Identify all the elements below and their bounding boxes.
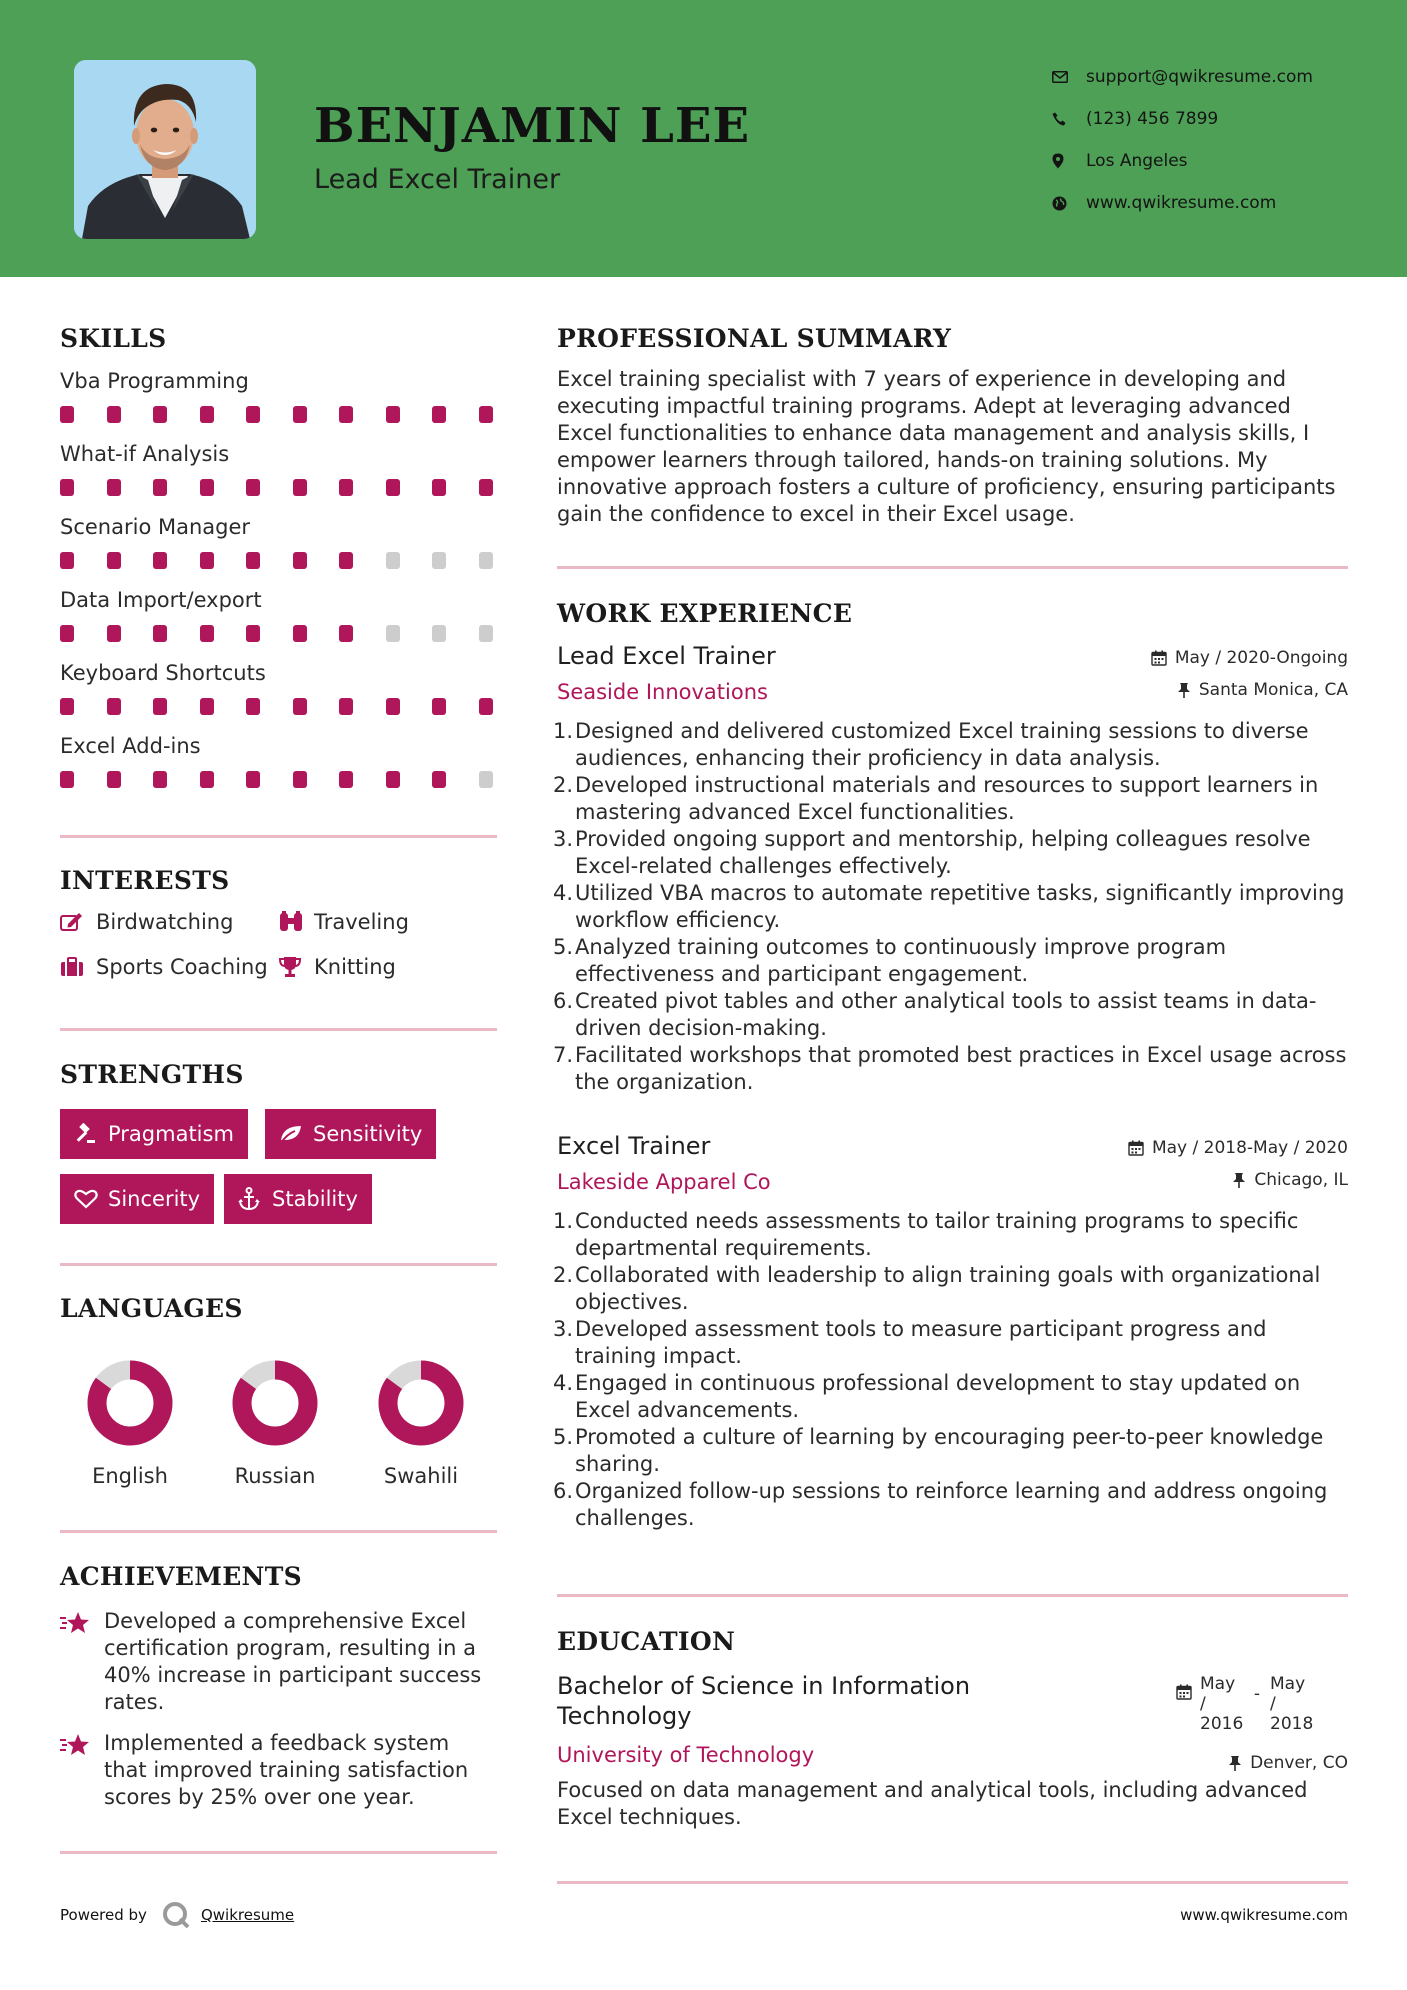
strength-label: Sensitivity [313,1122,423,1146]
person-portrait-illustration [74,60,256,239]
contact-email[interactable] [1048,56,1368,98]
skill-dot-filled [432,406,446,423]
language-name: Russian [234,1464,316,1488]
pushpin-icon [1228,1755,1242,1771]
section-divider [60,1851,497,1854]
skill-dot-empty [479,552,493,569]
skill-dot-filled [246,479,260,496]
contact-website[interactable] [1048,182,1368,224]
edit-icon [60,912,96,932]
contact-location-text: Los Angeles [1086,151,1188,171]
skill-dot-filled [107,698,121,715]
skill-dot-filled [246,406,260,423]
job-location [1232,1170,1348,1190]
skill-dot-filled [293,771,307,788]
candidate-role: Lead Excel Trainer [314,164,561,195]
job-location-text: Chicago, IL [1254,1170,1348,1190]
strength-chip [265,1109,436,1159]
skill-dot-filled [293,479,307,496]
job-bullet: 2. Developed instructional materials and resources to support learners in mastering advanced Excel functionalities. [553,773,1319,824]
envelope-icon [1048,71,1086,83]
job-bullet: 5. Promoted a culture of learning by encouraging peer-to-peer knowledge sharing. [553,1425,1324,1476]
job-company: Lakeside Apparel Co [557,1170,771,1194]
skill-dot-filled [60,479,74,496]
interest-label: Sports Coaching [96,955,268,979]
education-entry [557,1671,1348,1831]
skill-name: Data Import/export [60,588,262,612]
job-entry [553,1132,1348,1532]
trophy-icon [278,956,314,978]
job-dates-text: May / 2020-Ongoing [1174,648,1348,668]
strengths-heading: STRENGTHS [60,1060,244,1089]
language-item [60,1358,200,1488]
heart-icon [74,1189,108,1209]
job-company: Seaside Innovations [557,680,768,704]
job-bullet: 4. Engaged in continuous professional development to stay updated on Excel advancements. [553,1371,1301,1422]
skill-dot-filled [200,406,214,423]
skill-item [60,441,497,467]
skill-item [60,587,497,613]
skill-dot-filled [386,771,400,788]
skill-name: Keyboard Shortcuts [60,661,266,685]
job-bullet: 6. Created pivot tables and other analytical tools to assist teams in data-driven decision-making. [553,989,1317,1040]
skill-dot-filled [153,625,167,642]
calendar-icon [1151,650,1167,666]
experience-heading: WORK EXPERIENCE [557,599,853,628]
job-dates [1151,648,1348,668]
skill-dot-filled [339,552,353,569]
language-name: Swahili [383,1464,459,1488]
job-bullet: 1. Conducted needs assessments to tailor training programs to specific departmental requirements. [553,1209,1299,1260]
skill-dot-filled [107,406,121,423]
skill-dot-filled [479,479,493,496]
interest-item [60,910,233,934]
skill-dot-filled [386,406,400,423]
qwikresume-logo-icon [161,1900,191,1930]
language-name: English [92,1464,168,1488]
achievement-item [60,1730,497,1811]
skill-dot-filled [107,552,121,569]
skill-dot-empty [432,625,446,642]
skill-dot-filled [246,552,260,569]
skill-dot-filled [293,552,307,569]
job-dates-text: May / 2018-May / 2020 [1151,1138,1348,1158]
skill-dot-filled [60,406,74,423]
candidate-name: BENJAMIN LEE [314,98,751,154]
skill-dot-filled [432,771,446,788]
skill-rating [60,698,497,716]
skill-dot-empty [479,771,493,788]
skill-dot-filled [153,698,167,715]
binoculars-icon [278,911,314,933]
skill-dot-empty [479,625,493,642]
skill-dot-filled [339,625,353,642]
pushpin-icon [1177,682,1191,698]
briefcase-icon [60,957,96,977]
job-bullet: 6. Organized follow-up sessions to reinforce learning and address ongoing challenges. [553,1479,1328,1530]
skill-item [60,660,497,686]
job-location-text: Santa Monica, CA [1198,680,1348,700]
skill-dot-filled [107,625,121,642]
skill-dot-filled [200,698,214,715]
skill-rating [60,406,497,424]
section-divider [557,1881,1348,1884]
date-separator: - [1253,1684,1261,1704]
interest-label: Birdwatching [96,910,234,934]
achievement-text: Developed a comprehensive Excel certification program, resulting in a 40% increase in participant success rates. [104,1609,482,1714]
skill-dot-filled [153,552,167,569]
powered-by-text: Powered by [60,1906,147,1924]
globe-icon [1048,196,1086,211]
skill-dot-filled [293,698,307,715]
skill-dot-empty [386,552,400,569]
skill-dot-filled [246,771,260,788]
skill-dot-filled [60,698,74,715]
skill-name: Excel Add-ins [60,734,201,758]
qwikresume-link[interactable]: Qwikresume [200,1906,295,1924]
star-badge-icon [60,1730,104,1811]
skill-name: Scenario Manager [60,515,251,539]
school-name: University of Technology [557,1743,815,1767]
skill-dot-filled [107,479,121,496]
profile-photo [74,60,256,239]
job-bullet: 3. Provided ongoing support and mentorship, helping colleagues resolve Excel-related challenges effectively. [553,827,1311,878]
skill-rating [60,479,497,497]
strength-chip [60,1174,214,1224]
language-item [351,1358,491,1488]
calendar-icon [1128,1140,1144,1156]
job-title: Lead Excel Trainer [557,642,776,670]
skill-dot-filled [339,406,353,423]
contact-location [1048,140,1368,182]
summary-heading: PROFESSIONAL SUMMARY [557,324,952,353]
achievement-text: Implemented a feedback system that improved training satisfaction scores by 25% over one year. [104,1731,469,1809]
education-location [1228,1753,1348,1773]
skill-item [60,733,497,759]
skill-item [60,368,497,394]
interest-label: Traveling [314,910,409,934]
language-item [205,1358,345,1488]
skill-rating [60,552,497,570]
resume-header [0,0,1407,277]
skill-dot-filled [432,698,446,715]
phone-icon [1048,112,1086,126]
skill-dot-filled [339,479,353,496]
education-end-date: May / 2018 [1270,1674,1314,1734]
interest-item [60,955,268,979]
contact-phone[interactable] [1048,98,1368,140]
section-divider [557,1594,1348,1597]
pushpin-icon [1232,1172,1246,1188]
contact-website-text: www.qwikresume.com [1086,193,1277,213]
achievement-item [60,1608,497,1716]
skill-dot-filled [153,771,167,788]
strength-label: Pragmatism [108,1122,234,1146]
skill-dot-filled [479,406,493,423]
skill-dot-filled [246,698,260,715]
section-divider [557,566,1348,569]
contact-phone-text: (123) 456 7899 [1086,109,1219,129]
job-bullet: 3. Developed assessment tools to measure participant progress and training impact. [553,1317,1267,1368]
interests-heading: INTERESTS [60,866,230,895]
skill-dot-filled [60,625,74,642]
skill-dot-filled [339,698,353,715]
star-badge-icon [60,1608,104,1716]
skill-dot-filled [479,698,493,715]
skill-dot-filled [432,479,446,496]
summary-text: Excel training specialist with 7 years of experience in developing and executing impactful training programs. Adept at leveraging advanced Excel functionalities to enhance data management and analysis skills, I empower learners through tailored, hands-on training solutions. My innovative approach fosters a culture of proficiency, ensuring participants gain the confidence to excel in their Excel usage. [557,367,1336,526]
skill-dot-filled [200,771,214,788]
education-start-date: May / 2016 [1200,1674,1244,1734]
calendar-icon [1176,1684,1192,1700]
job-title: Excel Trainer [557,1132,711,1160]
skill-dot-filled [200,625,214,642]
skill-item [60,514,497,540]
skill-dot-filled [386,479,400,496]
skill-dot-filled [200,479,214,496]
job-bullets [553,1208,1348,1532]
section-divider [60,1263,497,1266]
skill-rating [60,625,497,643]
interest-item [278,955,396,979]
strength-label: Stability [272,1187,358,1211]
job-bullet: 5. Analyzed training outcomes to continuously improve program effectiveness and participant engagement. [553,935,1227,986]
leaf-icon [279,1124,313,1144]
job-bullet: 1. Designed and delivered customized Excel training sessions to diverse audiences, enhancing their proficiency in data analysis. [553,719,1309,770]
skill-name: What-if Analysis [60,442,230,466]
strength-chip [224,1174,372,1224]
skill-dot-filled [200,552,214,569]
skill-dot-filled [386,698,400,715]
job-bullet: 2. Collaborated with leadership to align training goals with organizational objectives. [553,1263,1321,1314]
contact-list [1048,56,1368,224]
powered-by [60,1900,294,1930]
education-location-text: Denver, CO [1250,1753,1348,1773]
strength-chip [60,1109,248,1159]
job-dates [1128,1138,1348,1158]
job-bullet: 7. Facilitated workshops that promoted best practices in Excel usage across the organization. [553,1043,1347,1094]
footer-website[interactable]: www.qwikresume.com [1180,1906,1348,1924]
interest-label: Knitting [314,955,396,979]
section-divider [60,835,497,838]
language-proficiency-ring [230,1358,320,1448]
languages-heading: LANGUAGES [60,1294,243,1323]
section-divider [60,1028,497,1031]
education-description: Focused on data management and analytical tools, including advanced Excel techniques. [557,1778,1308,1829]
skill-name: Vba Programming [60,369,249,393]
strength-label: Sincerity [108,1187,201,1211]
language-proficiency-ring [85,1358,175,1448]
skill-dot-filled [293,625,307,642]
job-entry [553,642,1348,1096]
skill-rating [60,771,497,789]
achievements-heading: ACHIEVEMENTS [60,1562,302,1591]
education-dates [1176,1674,1314,1734]
skill-dot-filled [60,552,74,569]
skill-dot-empty [386,625,400,642]
degree-title: Bachelor of Science in Information Technology [557,1672,971,1730]
section-divider [60,1530,497,1533]
gavel-icon [74,1123,108,1145]
interest-item [278,910,409,934]
job-bullets [553,718,1348,1096]
education-heading: EDUCATION [557,1627,736,1656]
skill-dot-filled [339,771,353,788]
skill-dot-filled [153,479,167,496]
skill-dot-filled [107,771,121,788]
skill-dot-filled [246,625,260,642]
skills-heading: SKILLS [60,324,167,353]
skill-dot-filled [293,406,307,423]
job-location [1177,680,1348,700]
contact-email-text: support@qwikresume.com [1086,67,1313,87]
skill-dot-filled [60,771,74,788]
skill-dot-empty [432,552,446,569]
skill-dot-filled [153,406,167,423]
anchor-icon [238,1187,272,1211]
language-proficiency-ring [376,1358,466,1448]
location-pin-icon [1048,153,1086,169]
job-bullet: 4. Utilized VBA macros to automate repetitive tasks, significantly improving workflow efficiency. [553,881,1345,932]
